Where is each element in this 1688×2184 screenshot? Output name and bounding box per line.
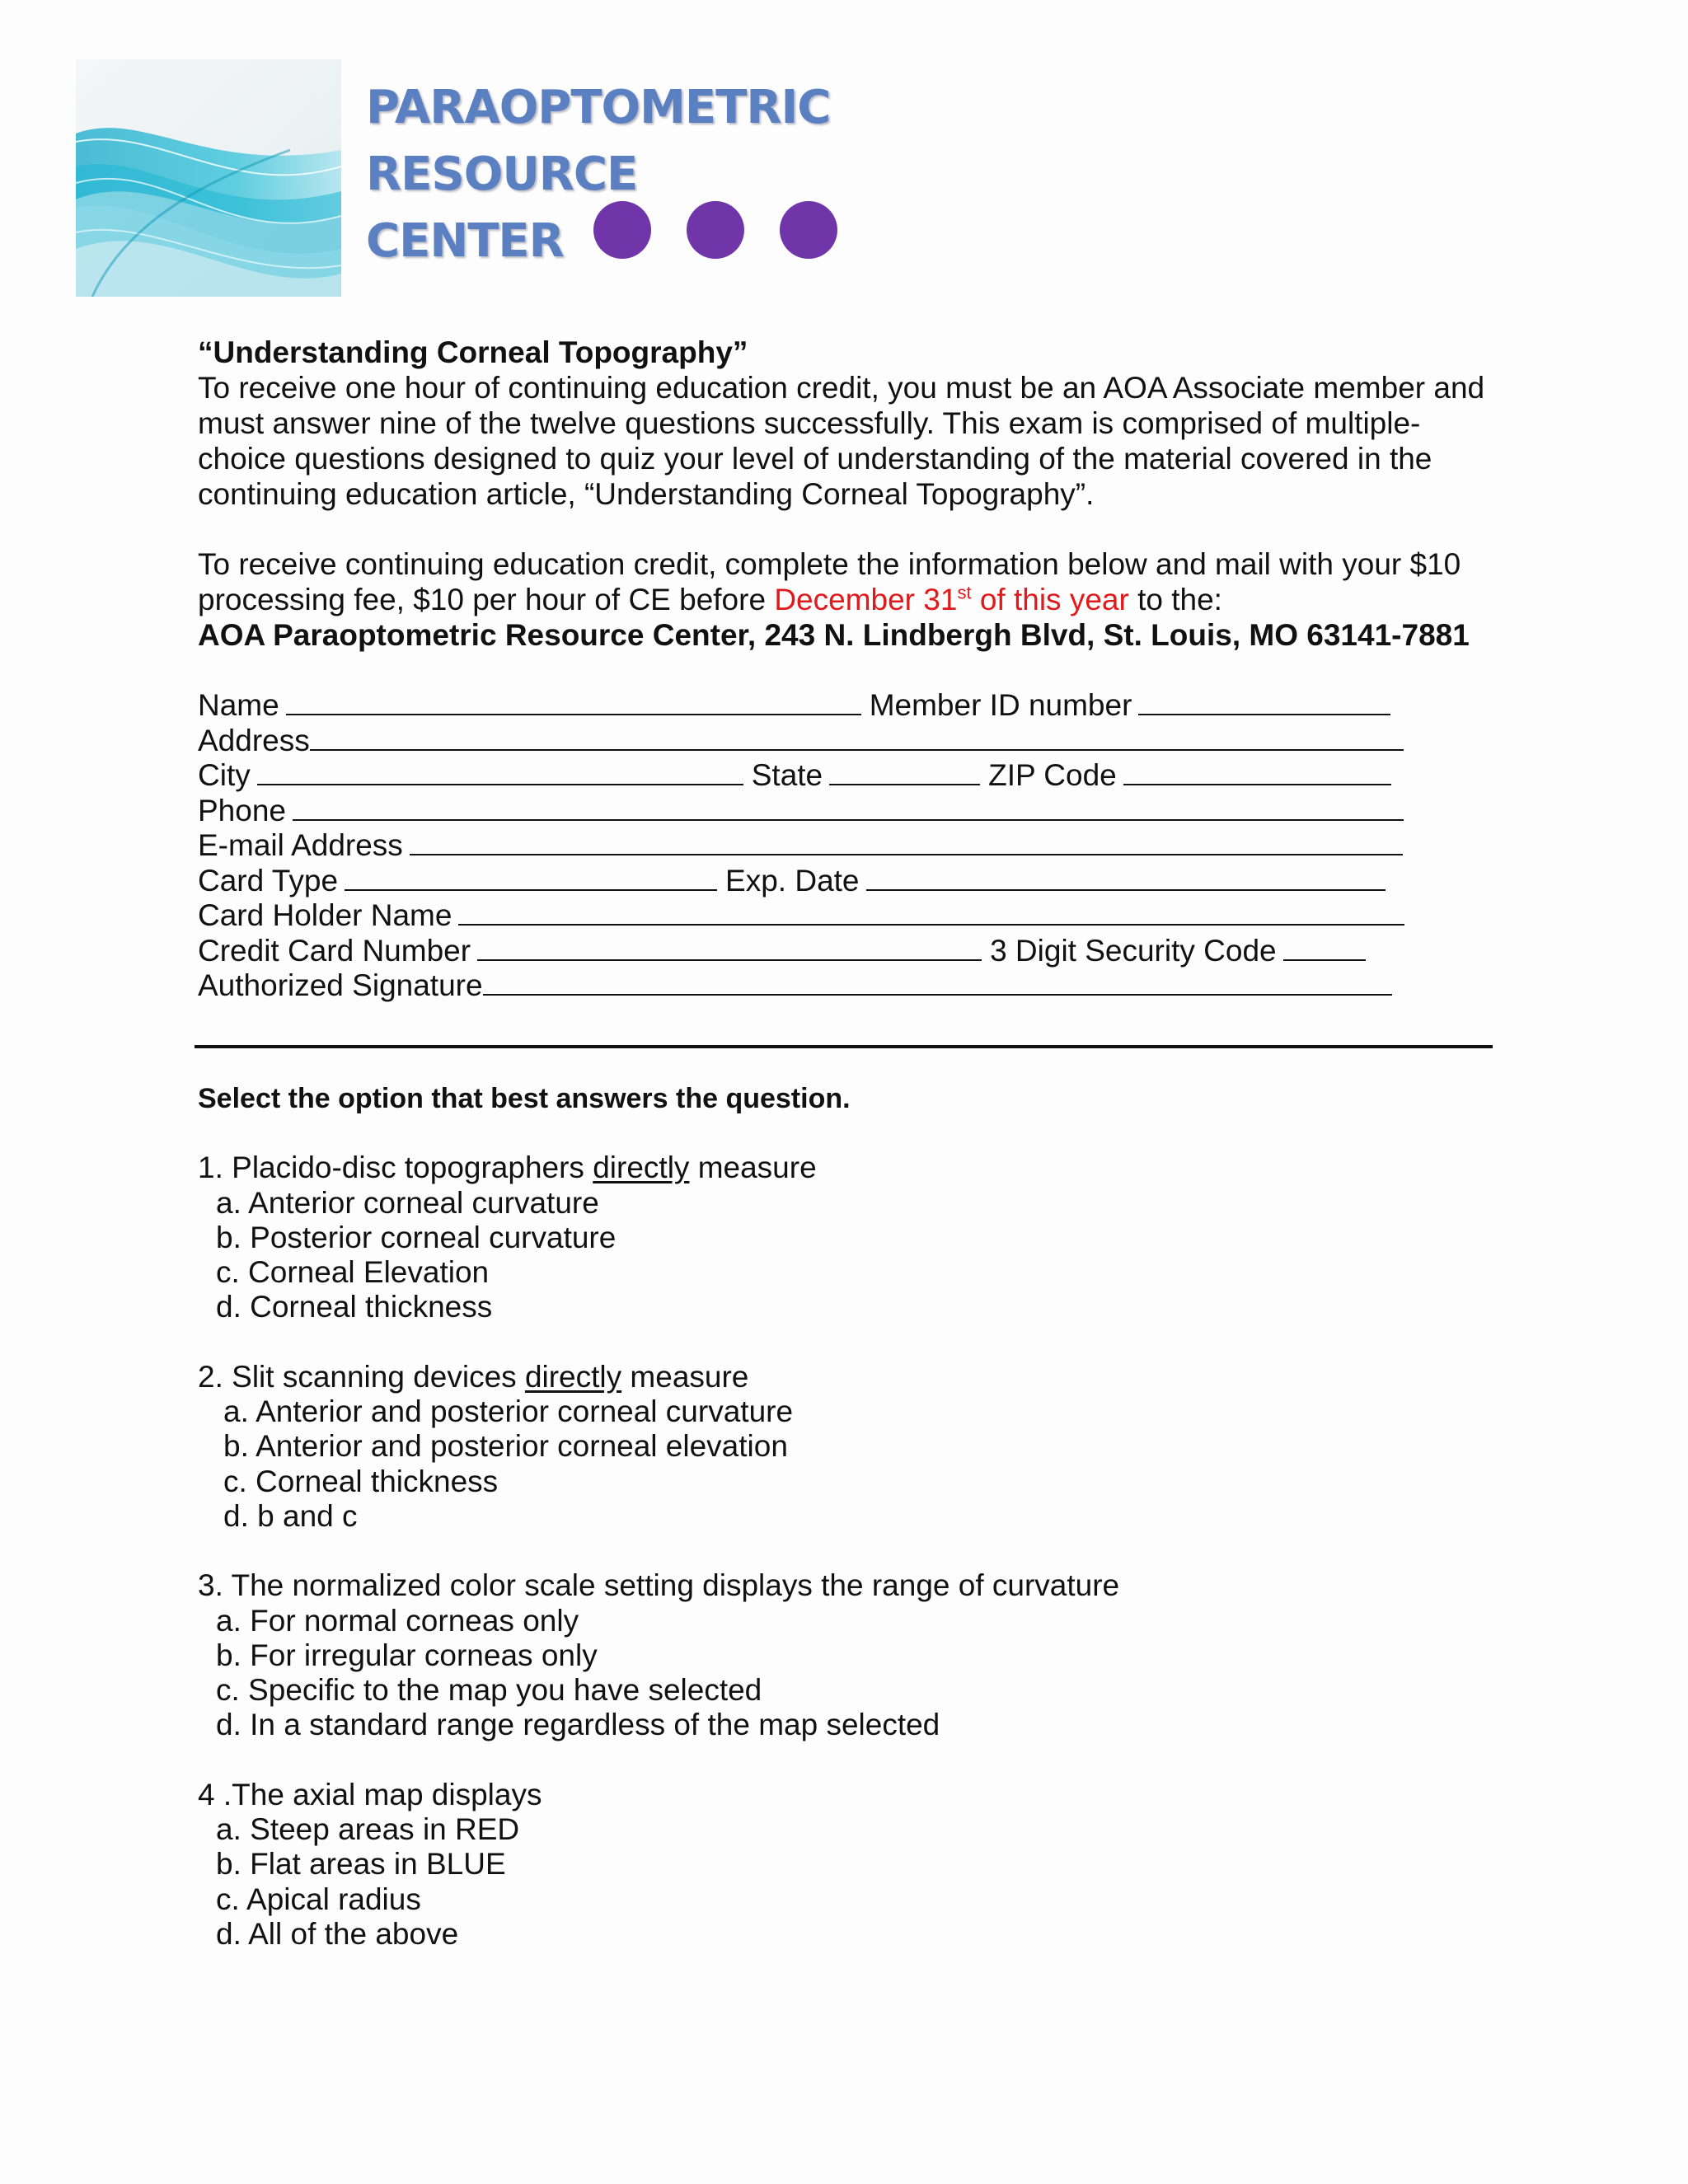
payment-form [198,687,1500,1003]
logo-line-2: RESOURCE [366,148,638,201]
name-field[interactable] [286,689,861,715]
question-3-option-b[interactable]: b. For irregular corneas only [216,1638,598,1672]
question-1 [198,1151,1500,1324]
phone-label: Phone [198,793,286,827]
question-1-option-c[interactable]: c. Corneal Elevation [216,1255,490,1290]
security-code-field[interactable] [1283,935,1366,961]
question-4-option-b[interactable]: b. Flat areas in BLUE [216,1847,506,1882]
logo-line-3: CENTER [366,214,564,268]
card-type-label: Card Type [198,863,339,898]
question-4-option-d[interactable]: d. All of the above [216,1916,459,1951]
name-label: Name [198,688,279,722]
quiz-instruction: Select the option that best answers the question. [198,1083,851,1114]
form-row-email [198,827,1500,863]
question-2-option-c[interactable]: c. Corneal thickness [223,1464,499,1498]
form-row-signature [198,968,1500,1003]
question-3-stem: 3. The normalized color scale setting displays the range of curvature [198,1568,1120,1603]
form-row-card [198,863,1500,898]
city-label: City [198,758,251,792]
question-2-option-b[interactable]: b. Anterior and posterior corneal elevation [223,1429,788,1464]
card-number-field[interactable] [477,935,982,961]
state-label: State [751,758,823,792]
question-2-option-d[interactable]: d. b and c [223,1498,358,1533]
purple-dot-icon [780,201,837,259]
question-1-option-a[interactable]: a. Anterior corneal curvature [216,1185,599,1220]
address-label: Address [198,723,310,757]
question-1-option-d[interactable]: d. Corneal thickness [216,1290,493,1324]
purple-dot-icon [687,201,744,259]
purple-dot-icon [593,201,651,259]
member-id-label: Member ID number [869,688,1132,722]
card-holder-field[interactable] [458,899,1404,926]
state-field[interactable] [829,759,980,785]
deadline-date: December 31st of this year [774,582,1129,616]
section-divider [195,1045,1493,1048]
card-holder-label: Card Holder Name [198,898,452,932]
exam-title: “Understanding Corneal Topography” [198,335,748,369]
wave-graphic-icon [76,59,341,297]
city-field[interactable] [257,759,743,785]
quiz-section [198,1081,1500,1986]
form-row-address [198,723,1500,758]
question-4 [198,1778,1500,1952]
zip-field[interactable] [1123,759,1391,785]
question-3-option-a[interactable]: a. For normal corneas only [216,1603,579,1638]
logo-dots [593,201,837,259]
instructions-text: To receive continuing education credit, complete the information below and mail with your $10 processing fee, $10 per hour of CE before [198,547,1461,616]
paraoptometric-logo [76,59,867,298]
form-row-cc [198,933,1500,968]
exam-header [198,335,1500,1003]
address-field[interactable] [310,724,1404,751]
question-4-option-a[interactable]: a. Steep areas in RED [216,1812,520,1847]
question-2 [198,1360,1500,1534]
signature-field[interactable] [483,969,1392,996]
exam-intro: To receive one hour of continuing education credit, you must be an AOA Associate member and must answer nine of the twelve questions successfully. This exam is comprised of multiple-choice questions designed to quiz your level of understanding of the material covered in the continuing education article, “Understanding Corneal Topography”. [198,371,1485,511]
question-3 [198,1568,1500,1742]
mail-instructions [198,546,1500,617]
question-1-option-b[interactable]: b. Posterior corneal curvature [216,1220,617,1254]
signature-label: Authorized Signature [198,968,483,1002]
form-row-phone [198,793,1500,828]
question-1-stem: 1. Placido-disc topographers directly measure [198,1151,817,1185]
logo-line-1: PARAOPTOMETRIC [366,81,831,134]
zip-label: ZIP Code [988,758,1117,792]
question-3-option-d[interactable]: d. In a standard range regardless of the map selected [216,1708,940,1742]
phone-field[interactable] [293,794,1404,821]
instructions-end: to the: [1128,583,1222,616]
security-code-label: 3 Digit Security Code [990,933,1277,968]
question-3-option-c[interactable]: c. Specific to the map you have selected [216,1673,762,1708]
mail-address: AOA Paraoptometric Resource Center, 243 N. Lindbergh Blvd, St. Louis, MO 63141-7881 [198,618,1470,652]
card-type-field[interactable] [345,865,717,891]
form-row-name [198,687,1500,723]
email-field[interactable] [410,829,1403,855]
question-2-stem: 2. Slit scanning devices directly measure [198,1359,749,1394]
member-id-field[interactable] [1138,689,1390,715]
question-4-option-c[interactable]: c. Apical radius [216,1882,421,1916]
exp-date-label: Exp. Date [725,863,860,898]
form-row-holder [198,898,1500,933]
form-row-city [198,757,1500,793]
exp-date-field[interactable] [866,865,1386,891]
card-number-label: Credit Card Number [198,933,471,968]
email-label: E-mail Address [198,828,403,862]
question-4-stem: 4 .The axial map displays [198,1777,542,1811]
question-2-option-a[interactable]: a. Anterior and posterior corneal curvature [223,1394,794,1429]
